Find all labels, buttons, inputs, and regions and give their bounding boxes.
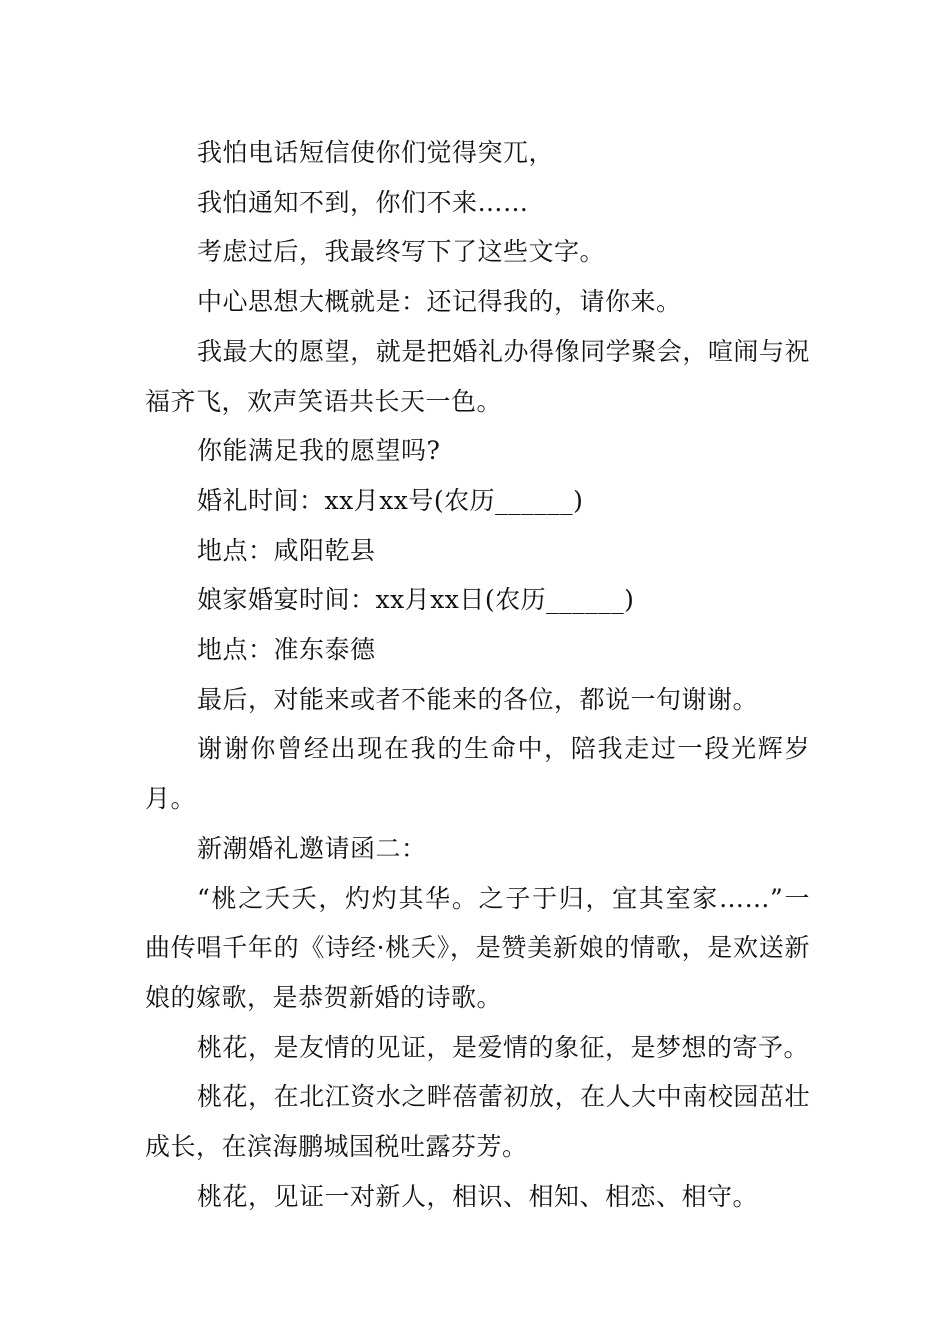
document-body [145, 128, 810, 1221]
paragraph: 我最大的愿望，就是把婚礼办得像同学聚会，喧闹与祝福齐飞，欢声笑语共长天一色。 [145, 336, 810, 416]
paragraph: 考虑过后，我最终写下了这些文字。 [197, 237, 606, 267]
paragraph: 桃花，是友情的见证，是爱情的象征，是梦想的寄予。 [197, 1032, 810, 1062]
paragraph: 桃花，在北江资水之畔蓓蕾初放，在人大中南校园茁壮成长，在滨海鹏城国税吐露芬芳。 [145, 1082, 810, 1162]
paragraph: 桃花，见证一对新人，相识、相知、相恋、相守。 [197, 1181, 759, 1211]
paragraph: 我怕电话短信使你们觉得突兀， [197, 138, 555, 167]
wedding-location: 地点：咸阳乾县 [197, 535, 376, 565]
section-heading: 新潮婚礼邀请函二： [197, 833, 427, 863]
paragraph: “桃之夭夭，灼灼其华。之子于归，宜其室家……”一曲传唱千年的《诗经·桃夭》，是赞美新娘的情歌，是欢送新娘的嫁歌，是恭贺新婚的诗歌。 [145, 883, 810, 1012]
banquet-time: 娘家婚宴时间：xx月xx日(农历______) [197, 585, 635, 615]
wedding-time: 婚礼时间：xx月xx号(农历______) [197, 485, 584, 515]
paragraph: 中心思想大概就是：还记得我的，请你来。 [197, 287, 682, 317]
banquet-location: 地点：准东泰德 [197, 635, 376, 665]
paragraph: 你能满足我的愿望吗? [197, 436, 441, 466]
paragraph: 谢谢你曾经出现在我的生命中，陪我走过一段光辉岁月。 [145, 734, 810, 814]
paragraph: 最后，对能来或者不能来的各位，都说一句谢谢。 [197, 684, 759, 714]
paragraph: 我怕通知不到，你们不来…… [197, 187, 529, 217]
